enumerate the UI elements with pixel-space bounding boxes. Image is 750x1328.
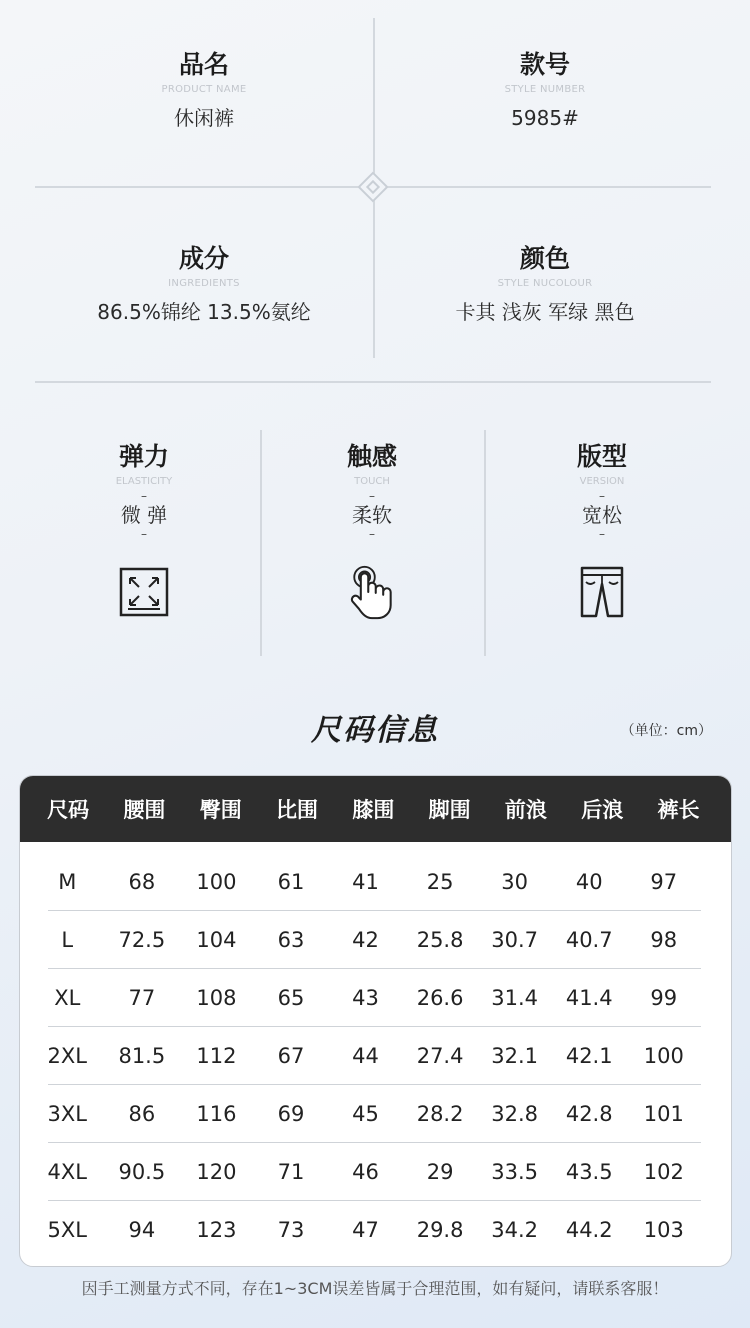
size-table-header [20, 776, 731, 842]
property-touch [262, 440, 482, 620]
measurement-cell: 42.8 [565, 1101, 613, 1126]
trousers-icon [576, 564, 628, 620]
measurement-cell: 33.5 [491, 1159, 539, 1184]
table-row [48, 969, 701, 1027]
measurement-cell: 123 [196, 1218, 237, 1242]
info-value: 休闲裤 [174, 106, 234, 130]
info-value: 5985# [511, 106, 579, 130]
measurement-cell: 44 [352, 1043, 379, 1068]
measurement-note: 因手工测量方式不同，存在1~3CM误差皆属于合理范围，如有疑问，请联系客服！ [81, 1279, 669, 1298]
measurement-cell: 29 [426, 1159, 454, 1184]
measurement-cell: 32.1 [491, 1043, 539, 1068]
property-elasticity [34, 440, 254, 620]
measurement-cell: 27.4 [416, 1043, 464, 1068]
touch-hand-icon [346, 564, 398, 620]
dash-marker: – [369, 527, 375, 541]
measurement-cell: 25 [426, 869, 454, 894]
info-product-name [34, 48, 374, 138]
dash-marker: – [599, 527, 605, 541]
header-cell: 尺码 [47, 798, 90, 822]
measurement-cell: 81.5 [118, 1043, 166, 1068]
table-row [48, 1201, 701, 1259]
info-title: 品名 [178, 50, 229, 79]
info-subtitle: STYLE NUCOLOUR [497, 278, 593, 289]
measurement-cell: 90.5 [118, 1159, 166, 1184]
measurement-cell: 42 [352, 927, 379, 952]
table-row [48, 911, 701, 969]
measurement-cell: 32.8 [491, 1101, 539, 1126]
measurement-cell: 44.2 [565, 1218, 613, 1242]
measurement-cell: 41.4 [565, 985, 613, 1010]
property-title: 触感 [346, 442, 397, 471]
header-cell: 臀围 [199, 798, 242, 822]
measurement-cell: 46 [352, 1159, 379, 1184]
info-title: 款号 [519, 50, 570, 79]
size-label-cell: M [58, 869, 77, 894]
property-version [492, 440, 712, 620]
measurement-cell: 104 [196, 927, 237, 952]
dash-marker: – [599, 489, 605, 503]
measurement-cell: 120 [196, 1159, 237, 1184]
measurement-cell: 34.2 [491, 1218, 539, 1242]
size-table-body [20, 842, 731, 1259]
measurement-cell: 94 [128, 1218, 156, 1242]
size-label-cell: 4XL [47, 1159, 87, 1184]
property-title: 弹力 [118, 442, 169, 471]
header-cell: 前浪 [504, 798, 547, 822]
measurement-cell: 73 [277, 1218, 305, 1242]
property-subtitle: VERSION [579, 476, 625, 487]
measurement-cell: 40 [575, 869, 603, 894]
measurement-cell: 40.7 [565, 927, 613, 952]
measurement-cell: 103 [643, 1218, 684, 1242]
measurement-cell: 47 [352, 1218, 379, 1242]
header-cell: 后浪 [581, 798, 624, 822]
dash-marker: – [141, 527, 147, 541]
info-colour [375, 242, 715, 332]
diamond-ornament-icon [357, 171, 388, 202]
measurement-cell: 112 [196, 1043, 237, 1068]
expand-arrows-icon [118, 564, 170, 620]
header-cell: 比围 [276, 798, 319, 822]
info-subtitle: INGREDIENTS [168, 278, 240, 289]
measurement-cell: 71 [277, 1159, 305, 1184]
measurement-cell: 26.6 [416, 985, 464, 1010]
property-value: 微 弹 [120, 503, 168, 527]
measurement-cell: 43.5 [565, 1159, 613, 1184]
property-subtitle: ELASTICITY [115, 476, 173, 487]
property-value: 柔软 [352, 503, 392, 527]
table-row [48, 1027, 701, 1085]
dash-marker: – [369, 489, 375, 503]
measurement-cell: 97 [650, 869, 678, 894]
measurement-cell: 30.7 [491, 927, 539, 952]
table-row [48, 1085, 701, 1143]
size-table [19, 775, 732, 1267]
header-cell: 腰围 [123, 798, 166, 822]
size-section-title: 尺码信息 [311, 713, 439, 748]
measurement-cell: 100 [643, 1043, 684, 1068]
measurement-cell: 77 [128, 985, 156, 1010]
measurement-cell: 67 [277, 1043, 305, 1068]
measurement-cell: 41 [352, 869, 379, 894]
property-title: 版型 [576, 442, 627, 471]
info-divider-bottom [35, 381, 711, 383]
measurement-cell: 68 [128, 869, 156, 894]
measurement-cell: 86 [128, 1101, 156, 1126]
measurement-cell: 25.8 [416, 927, 464, 952]
size-label-cell: 5XL [47, 1218, 87, 1242]
measurement-cell: 65 [277, 985, 305, 1010]
measurement-cell: 28.2 [416, 1101, 464, 1126]
measurement-cell: 29.8 [416, 1218, 464, 1242]
measurement-cell: 99 [650, 985, 678, 1010]
measurement-cell: 43 [352, 985, 379, 1010]
measurement-cell: 45 [352, 1101, 379, 1126]
info-title: 颜色 [519, 244, 570, 273]
measurement-cell: 30 [501, 869, 529, 894]
size-label-cell: L [61, 927, 74, 952]
size-label-cell: 2XL [47, 1043, 87, 1068]
info-title: 成分 [178, 244, 229, 273]
info-style-number [375, 48, 715, 138]
dash-marker: – [141, 489, 147, 503]
info-subtitle: STYLE NUMBER [504, 84, 586, 95]
unit-label: （单位：cm） [620, 723, 712, 739]
header-cell: 脚围 [428, 798, 471, 822]
measurement-cell: 108 [196, 985, 237, 1010]
property-subtitle: TOUCH [354, 476, 390, 487]
info-subtitle: PRODUCT NAME [161, 84, 247, 95]
measurement-cell: 72.5 [118, 927, 166, 952]
measurement-cell: 63 [277, 927, 305, 952]
info-ingredients [34, 242, 374, 332]
measurement-cell: 102 [643, 1159, 684, 1184]
measurement-cell: 61 [277, 869, 305, 894]
property-divider-2 [484, 430, 486, 656]
info-value: 卡其 浅灰 军绿 黑色 [455, 300, 635, 324]
header-cell: 膝围 [352, 798, 395, 822]
measurement-cell: 101 [643, 1101, 684, 1126]
table-row [48, 853, 701, 911]
property-value: 宽松 [582, 503, 622, 527]
measurement-cell: 100 [196, 869, 237, 894]
table-row [48, 1143, 701, 1201]
measurement-cell: 42.1 [565, 1043, 613, 1068]
size-label-cell: XL [54, 985, 81, 1010]
header-cell: 裤长 [657, 798, 700, 822]
size-label-cell: 3XL [47, 1101, 87, 1126]
measurement-cell: 69 [277, 1101, 305, 1126]
info-value: 86.5%锦纶 13.5%氨纶 [97, 300, 311, 324]
measurement-cell: 98 [650, 927, 678, 952]
measurement-cell: 31.4 [491, 985, 539, 1010]
measurement-cell: 116 [196, 1101, 237, 1126]
